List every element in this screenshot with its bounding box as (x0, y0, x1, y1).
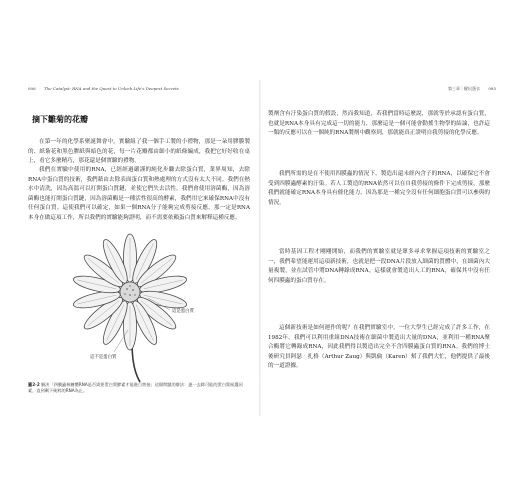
left-running-title: The Catalyst: RNA and the Quest to Unlock Life's Deepest Secrets (44, 86, 179, 91)
right-running-title: 第三章｜蛻出蛋衣 (448, 86, 480, 91)
figure-caption-label: 圖2-2 (28, 382, 40, 387)
left-page (28, 80, 256, 416)
daisy-center (120, 282, 140, 302)
right-page (268, 80, 496, 416)
daisy-figure (48, 212, 218, 384)
section-heading: 摘下雛菊的花瓣 (32, 115, 88, 124)
figure-caption (28, 382, 250, 394)
right-paragraph-3: 當時基因工程才剛剛開始，而我們的實驗室就是眾多尋求掌握這項技術的實驗室之一，我們希望能運用這項新技術，也就是把一段DNA片段放入細菌的質體中，在細菌內大量複製，並在試管中將DNA轉錄成RNA。這樣就會製造出人工的RNA，確保其中沒有任何四膜蟲的蛋白質存在。 (268, 249, 490, 284)
right-paragraph-2: 我們所需的是在不使用四膜蟲的情況下，製造出還未經內含子的RNA，以確保它不會受到四膜蟲酵素的汙染。若人工製造的RNA依然可以在自我剪接的條件下完成剪接，那麼我們就能確定RNA本身具有催化能力，因為那是一種完全沒有任何細胞蛋白質可以參與的情況。 (268, 171, 490, 206)
figure-label-top: 這是蛋白質 (172, 309, 194, 314)
book-gutter (259, 80, 261, 416)
book-spread (14, 80, 506, 416)
left-page-number: 006 (28, 86, 36, 91)
left-paragraph-2: 我們在實驗中使用的RNA，已經經過嚴謹的純化步驟去除蛋白質，業界周知，去除RNA中蛋白質的技術，我們藉由去除表面蛋白質和熱處理的方式沒有太大不同。我們在熱水中清洗，因為高溫可以打開蛋白質鏈，並使它們失去活性。我們會使用溶菌酶，因為溶菌酶也能打開蛋白質鏈，因為溶菌酶是一種活性很高的酵素，我們用它來確保RNA中沒有任何蛋白質。這使我們可以確定，如果一個RNA分子能夠完成剪接反應，那一定是RNA本身在做這項工作，所以我們的實驗能夠證明，而不需要依賴蛋白質來解釋這種反應。 (28, 167, 250, 221)
right-paragraph-4: 這個新技術是如何運作的呢？在我們實驗室中，一位大學生已經完成了許多工作，在1982年，我們可以利用重組DNA技術在細菌中製造出大量的DNA，並利用一種RNA聚合酶將它轉錄成RNA，因此我們得以製造出完全不含四膜蟲蛋白質的RNA。我們的博士後研究員阿瑟‧扎格（Arthur Zaug）與凱倫（Karen）幫了我們大忙，他們提供了最後的一道證據。 (268, 325, 490, 370)
left-paragraph-1: 在第一年的化學系聚誕舞會中，實驗組了我一個手工製的小禮物，那是一朵用膠膜製的、紙紮花和黑色膠紙與暗色的花，每一片花瓣都由細小的紙條編成，我把它好好收在桌上，看它多麼精巧，那花還是個實驗的禮物。 (28, 139, 250, 165)
figure-label-bottom: 這不是蛋白質 (90, 355, 117, 360)
daisy-illustration (48, 212, 218, 384)
right-paragraph-1: 製劑含有汙染蛋白質的假設，然而我知道，若我們當時這麼說，那就等於承認有蛋白質，也就是RNA本身具有完成這一切的能力，那麼這是一個可能會動搖生物學的結論，也許這一類的反應可以在一個純的RNA製劑中觀察到，那就能真正證明自我剪接的化學反應。 (268, 111, 490, 137)
right-page-number: 085 (488, 86, 496, 91)
figure-caption-text: 解決「四膜蟲核糖體RNA是否需要蛋白質酵素才能進行剪接」這個問題的辦法：逐一去除可能的蛋白質候選因素，直到剩下純粹的RNA為止。 (28, 382, 243, 393)
